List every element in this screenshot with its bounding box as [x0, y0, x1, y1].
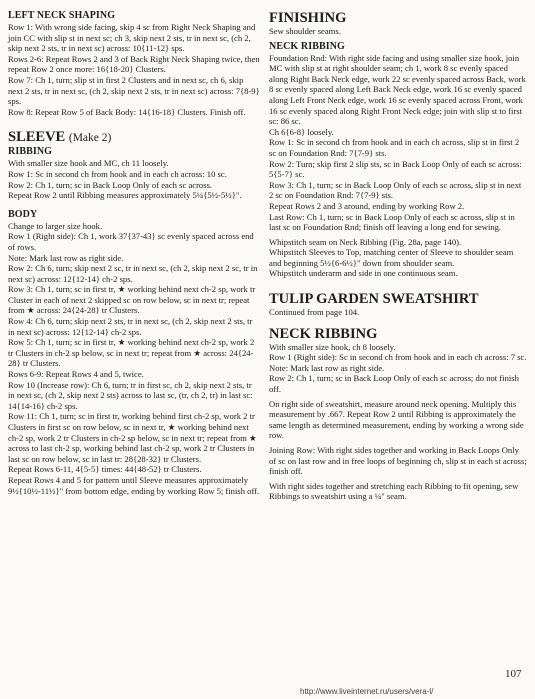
- neck-ribbing-2-heading: NECK RIBBING: [269, 325, 378, 342]
- paragraph: Row 1 (Right side): Ch 1, work 37{37-43} sc evenly spaced across end of rows.: [8, 231, 254, 252]
- neck-ribbing-heading: NECK RIBBING: [269, 40, 345, 52]
- paragraph: Ch 6{6-8} loosely.: [269, 126, 334, 137]
- paragraph: Whipstitch Sleeves to Top, matching center of Sleeve to shoulder seam and beginning 5½{6-6½}" down from shoulder seam.: [269, 247, 514, 268]
- sleeve-heading: SLEEVE (Make 2): [8, 129, 112, 146]
- paragraph: Row 8: Repeat Row 5 of Back Body: 14{16-18} Clusters. Finish off.: [8, 106, 246, 117]
- paragraph: Row 3: Ch 1, turn; sc in first tr, ★ working behind next ch-2 sp, work tr Cluster in each of next 2 skipped sc on row below, sc in next tr; repeat from ★ across: 24{24-28} tr Clusters.: [8, 284, 256, 316]
- paragraph: Row 1: Sc in second ch from hook and in each ch across: 10 sc.: [8, 168, 227, 179]
- finishing-heading: FINISHING: [269, 10, 347, 26]
- paragraph: Repeat Rows 4 and 5 for pattern until Sleeve measures approximately 9½{10½-11½}" from bottom edge, ending by working Row 5; finish off.: [8, 474, 260, 496]
- paragraph: Whipstitch underarm and side in one continuous seam.: [269, 268, 458, 279]
- paragraph: With smaller size hook, ch 8 loosely.: [269, 341, 396, 352]
- paragraph: Repeat Rows 2 and 3 around, ending by working Row 2.: [269, 200, 465, 211]
- ribbing-heading: RIBBING: [8, 146, 53, 158]
- body-heading: BODY: [8, 208, 38, 220]
- paragraph: Row 1: With wrong side facing, skip 4 sc from Right Neck Shaping and join CC with slip st in next sc; ch 3, skip next 2 sts, tr in next sc, (ch 2, skip next 2 sts, tr in next sc) across: 10{11-12} sps.: [8, 22, 256, 54]
- paragraph: Note: Mark last row as right side.: [8, 252, 124, 263]
- paragraph: Row 7: Ch 1, turn; slip st in first 2 Clusters and in next sc, ch 6, skip next 2 sts, tr in next sc, (ch 2, skip next 2 sts, tr in next sc) across: 7{8-9} sps.: [8, 74, 260, 107]
- paragraph: Repeat Row 2 until Ribbing measures approximately 5¼{5½-5½}".: [8, 190, 242, 201]
- paragraph: With smaller size hook and MC, ch 11 loosely.: [8, 158, 169, 169]
- paragraph: With right sides together and stretching each Ribbing to fit opening, sew Ribbings to sweatshirt using a ¼" seam.: [269, 480, 519, 502]
- right-column: [269, 10, 527, 502]
- paragraph: Rows 6-9: Repeat Rows 4 and 5, twice.: [8, 369, 144, 380]
- paragraph: Row 3: Ch 1, turn; sc in Back Loop Only of each sc across, slip st in next 2 sc on Foundation Rnd: 7{7-9} sts.: [269, 179, 522, 201]
- paragraph: Row 1: Sc in second ch from hook and in each ch across, slip st in first 2 sc on Foundation Rnd: 7{7-9} sts.: [269, 137, 520, 158]
- paragraph: On right side of sweatshirt, measure around neck opening. Multiply this measurement by .667. Repeat Row 2 until Ribbing is approximately the same length as determined measurement, ending by working a wrong side row.: [269, 398, 524, 441]
- paragraph: Last Row: Ch 1, turn; sc in Back Loop Only of each sc across, slip st in last sc on Foundation Rnd; finish off leaving a long end for sewing.: [269, 211, 515, 233]
- paragraph: Row 2: Turn; skip first 2 slip sts, sc in Back Loop Only of each sc across: 5{5-7} sc.: [269, 158, 522, 180]
- paragraph: Note: Mark last row as right side.: [269, 362, 385, 373]
- paragraph: Sew shoulder seams.: [269, 26, 341, 36]
- left-column: [8, 10, 260, 496]
- paragraph: Row 5: Ch 1, turn; sc in first tr, ★ working behind next ch-2 sp, work 2 tr Clusters in ch-2 sp below, sc in next tr; repeat from ★ across: 24{24-28} tr Clusters.: [8, 337, 255, 369]
- paragraph: Row 2: Ch 6, turn; skip next 2 sc, tr in next sc, (ch 2, skip next 2 sc, tr in next sc) across: 12{12-14} ch-2 sps.: [8, 263, 258, 284]
- page-number: 107: [505, 668, 522, 680]
- paragraph: Row 11: Ch 1, turn; sc in first tr, working behind first ch-2 sp, work 2 tr Clusters in first sc on row below, sc in next tr, ★ working behind next ch-2 sp, work 2 tr Clusters in ch-2 sp below, sc in next tr; repeat from ★ across to last ch-2 sp, working behind last ch-2 sp, work 2 tr Clusters in last sc on row below, sc in last tr: 28{28-32} tr Clusters.: [8, 411, 257, 464]
- paragraph: Row 1 (Right side): Sc in second ch from hook and in each ch across: 7 sc.: [269, 352, 527, 363]
- tulip-garden-heading: TULIP GARDEN SWEATSHIRT: [269, 291, 479, 308]
- paragraph: Repeat Rows 6-11, 4{5-5} times: 44{48-52} tr Clusters.: [8, 464, 202, 475]
- left-neck-shaping-heading: LEFT NECK SHAPING: [8, 10, 116, 21]
- paragraph: Row 4: Ch 6, turn; skip next 2 sts, tr in next sc, (ch 2, skip next 2 sts, tr in next sc) across: 12{12-14} ch-2 sps.: [8, 316, 253, 337]
- paragraph: Foundation Rnd: With right side facing and using smaller size hook, join MC with slip st at right shoulder seam; ch 1, work 8 sc evenly spaced along Right Back Neck edge, work 22 sc evenly spaced across Back, work 8 sc evenly spaced along Left Back Neck edge, work 16 sc evenly spaced along Left Front Neck edge, work 16 sc evenly spaced across Front, work 16 sc evenly spaced along Right Front Neck edge; join with slip st to first sc: 86 sc.: [269, 52, 526, 127]
- watermark: http://www.liveinternet.ru/users/vera-l/: [300, 687, 434, 696]
- paragraph: Row 2: Ch 1, turn; sc in Back Loop Only of each sc across; do not finish off.: [269, 373, 519, 395]
- paragraph: Row 10 (Increase row): Ch 6, turn; tr in first sc, ch 2, skip next 2 sts, tr in next sc, (ch 2, skip next 2 sts) across to last sc, (tr, ch 2, tr) in last sc: 14{14-16} ch-2 sps.: [8, 379, 253, 411]
- paragraph: Change to larger size hook.: [8, 220, 103, 231]
- paragraph: Joining Row: With right sides together and working in Back Loops Only of sc on last row and in free loops of beginning ch, slip st in each st across; finish off.: [269, 445, 527, 477]
- paragraph: Continued from page 104.: [269, 307, 360, 318]
- paragraph: Row 2: Ch 1, turn; sc in Back Loop Only of each sc across.: [8, 179, 213, 190]
- paragraph: Whipstitch seam on Neck Ribbing (Fig. 28a, page 140).: [269, 236, 462, 247]
- paragraph: Rows 2-6: Repeat Rows 2 and 3 of Back Right Neck Shaping twice, then repeat Row 2 once more: 16{18-20} Clusters.: [8, 53, 260, 75]
